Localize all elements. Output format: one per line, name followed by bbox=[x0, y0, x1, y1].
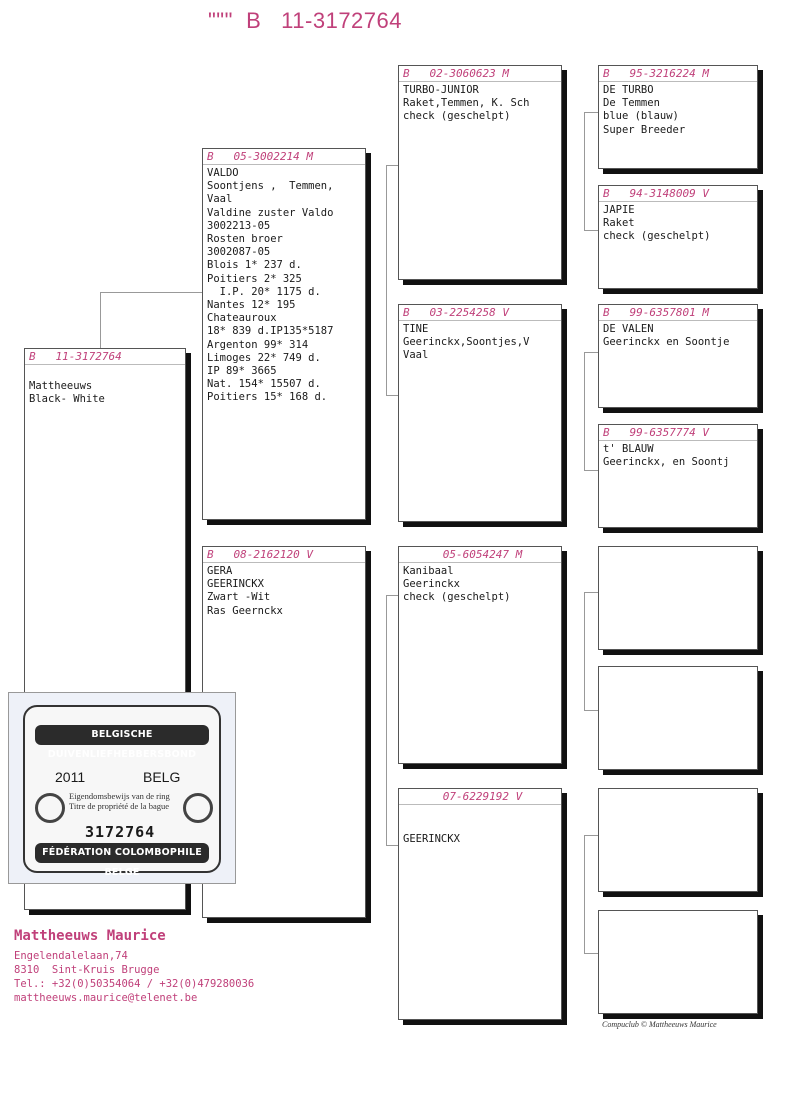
connector bbox=[584, 470, 598, 471]
pedigree-line: Geerinckx, en Soontj bbox=[603, 456, 730, 469]
connector bbox=[584, 592, 598, 593]
pedigree-line: check (geschelpt) bbox=[403, 591, 511, 604]
pedigree-line: IP 89* 3665 bbox=[207, 365, 277, 378]
connector bbox=[584, 953, 598, 954]
pedigree-line: Nat. 154* 15507 d. bbox=[207, 378, 321, 391]
pedigree-line: Kanibaal bbox=[403, 565, 454, 577]
pedigree-line: check (geschelpt) bbox=[403, 110, 511, 123]
pedigree-line: DE TURBO bbox=[603, 84, 654, 96]
dam-sire-box bbox=[398, 546, 562, 764]
pedigree-line bbox=[399, 807, 561, 820]
pedigree-line: Zwart -Wit bbox=[207, 591, 271, 604]
pedigree-line: GEERINCKX bbox=[403, 833, 460, 846]
ring-number: B 05-3002214 M bbox=[203, 149, 365, 165]
connector bbox=[584, 112, 598, 113]
pedigree-line: Geerinckx bbox=[403, 578, 460, 591]
ring-ownership-card bbox=[8, 692, 236, 884]
pedigree-line: Geerinckx,Soontjes,V bbox=[403, 336, 530, 349]
pedigree-line: Mattheeuws bbox=[29, 380, 93, 393]
owner-address: Engelendalelaan,74 bbox=[14, 950, 128, 962]
ring-number: B 94-3148009 V bbox=[599, 186, 757, 202]
owner-name: Mattheeuws Maurice bbox=[14, 928, 166, 944]
pedigree-line: VALDO bbox=[207, 167, 239, 179]
pedigree-title bbox=[208, 8, 402, 34]
pedigree-line: Rosten broer bbox=[207, 233, 283, 246]
card-year: 2011 bbox=[55, 769, 86, 785]
ring-number: B 95-3216224 M bbox=[599, 66, 757, 82]
sss-box bbox=[598, 65, 758, 169]
footer-credit: Compuclub © Mattheeuws Maurice bbox=[602, 1020, 717, 1029]
ring-number: B 02-3060623 M bbox=[399, 66, 561, 82]
pedigree-line: TURBO-JUNIOR bbox=[403, 84, 479, 96]
connector bbox=[584, 835, 598, 836]
pedigree-line: Raket,Temmen, K. Sch bbox=[403, 97, 530, 110]
pedigree-line: GEERINCKX bbox=[207, 578, 264, 591]
pedigree-line: 3002213-05 bbox=[207, 219, 271, 232]
connector bbox=[386, 595, 398, 596]
dam-dam-box bbox=[398, 788, 562, 1020]
ring-number: B 99-6357774 V bbox=[599, 425, 757, 441]
pedigree-line: De Temmen bbox=[603, 97, 660, 110]
pedigree-line: Super Breeder bbox=[603, 123, 686, 136]
pedigree-line: 3002087-05 bbox=[207, 246, 271, 259]
connector bbox=[584, 592, 585, 710]
pedigree-line: Poitiers 2* 325 bbox=[207, 272, 302, 285]
ring-number: 07-6229192 V bbox=[399, 789, 561, 805]
pedigree-line: Poitiers 15* 168 d. bbox=[207, 391, 328, 404]
ring-number: B 08-2162120 V bbox=[203, 547, 365, 563]
empty-box bbox=[598, 546, 758, 650]
pedigree-line: Black- White bbox=[29, 393, 105, 406]
pedigree-line bbox=[25, 367, 185, 380]
pedigree-line: Geerinckx en Soontje bbox=[603, 336, 730, 349]
pedigree-line bbox=[399, 820, 561, 833]
pedigree-line: DE VALEN bbox=[603, 323, 654, 335]
connector bbox=[100, 292, 202, 293]
sds-box bbox=[598, 304, 758, 408]
connector bbox=[386, 845, 398, 846]
pedigree-line: Valdine zuster Valdo bbox=[207, 206, 334, 219]
card-ring-number: 3172764 bbox=[85, 823, 156, 841]
pedigree-line: Ras Geernckx bbox=[207, 604, 283, 617]
pedigree-line: Chateauroux bbox=[207, 312, 277, 325]
card-emblem-right-icon bbox=[183, 793, 213, 823]
card-top-banner: BELGISCHE DUIVENLIEFHEBBERSBOND bbox=[35, 725, 209, 745]
connector bbox=[584, 230, 598, 231]
connector bbox=[386, 165, 387, 395]
connector bbox=[584, 112, 585, 230]
card-bottom-banner: FÉDÉRATION COLOMBOPHILE BELGE bbox=[35, 843, 209, 863]
connector bbox=[386, 595, 387, 845]
connector bbox=[386, 165, 398, 166]
connector bbox=[386, 395, 398, 396]
ring-number: B 11-3172764 bbox=[25, 349, 185, 365]
sdd-box bbox=[598, 424, 758, 528]
pedigree-line: t' BLAUW bbox=[603, 443, 654, 455]
sire-sire-box bbox=[398, 65, 562, 280]
pedigree-line: Soontjens , Temmen, bbox=[207, 180, 334, 193]
title-ring-number: B 11-3172764 bbox=[246, 8, 402, 33]
empty-box bbox=[598, 788, 758, 892]
pedigree-line: Limoges 22* 749 d. bbox=[207, 351, 321, 364]
pedigree-line: GERA bbox=[207, 565, 233, 577]
pedigree-line: Raket bbox=[603, 217, 635, 230]
pedigree-line: Vaal bbox=[403, 349, 429, 362]
pedigree-line: Vaal bbox=[207, 193, 233, 206]
card-emblem-left-icon bbox=[35, 793, 65, 823]
pedigree-line: blue (blauw) bbox=[603, 110, 679, 123]
sire-dam-box bbox=[398, 304, 562, 522]
ring-number: B 99-6357801 M bbox=[599, 305, 757, 321]
empty-box bbox=[598, 666, 758, 770]
card-ownership-text: Eigendomsbewijs van de ring Titre de propriété de la bague bbox=[69, 791, 170, 811]
ring-number: B 03-2254258 V bbox=[399, 305, 561, 321]
pedigree-line: JAPIE bbox=[603, 204, 635, 216]
connector bbox=[584, 352, 598, 353]
connector bbox=[584, 352, 585, 470]
connector bbox=[100, 292, 101, 350]
pedigree-line: Argenton 99* 314 bbox=[207, 338, 309, 351]
title-prefix: """ bbox=[208, 8, 233, 33]
card-frame bbox=[23, 705, 221, 878]
empty-box bbox=[598, 910, 758, 1014]
sire-box bbox=[202, 148, 366, 520]
ring-number: 05-6054247 M bbox=[399, 547, 561, 563]
ssd-box bbox=[598, 185, 758, 289]
owner-city: 8310 Sint-Kruis Brugge bbox=[14, 964, 160, 976]
pedigree-line: 18* 839 d.IP135*5187 bbox=[207, 325, 334, 338]
pedigree-line: TINE bbox=[403, 323, 429, 335]
connector bbox=[584, 710, 598, 711]
pedigree-line: Blois 1* 237 d. bbox=[207, 259, 302, 272]
owner-email: mattheeuws.maurice@telenet.be bbox=[14, 992, 198, 1004]
pedigree-line: I.P. 20* 1175 d. bbox=[207, 285, 321, 298]
card-country: BELG bbox=[143, 769, 181, 785]
owner-phone: Tel.: +32(0)50354064 / +32(0)479280036 bbox=[14, 978, 255, 990]
connector bbox=[584, 835, 585, 953]
pedigree-line: check (geschelpt) bbox=[603, 230, 711, 243]
pedigree-line: Nantes 12* 195 bbox=[207, 299, 296, 312]
